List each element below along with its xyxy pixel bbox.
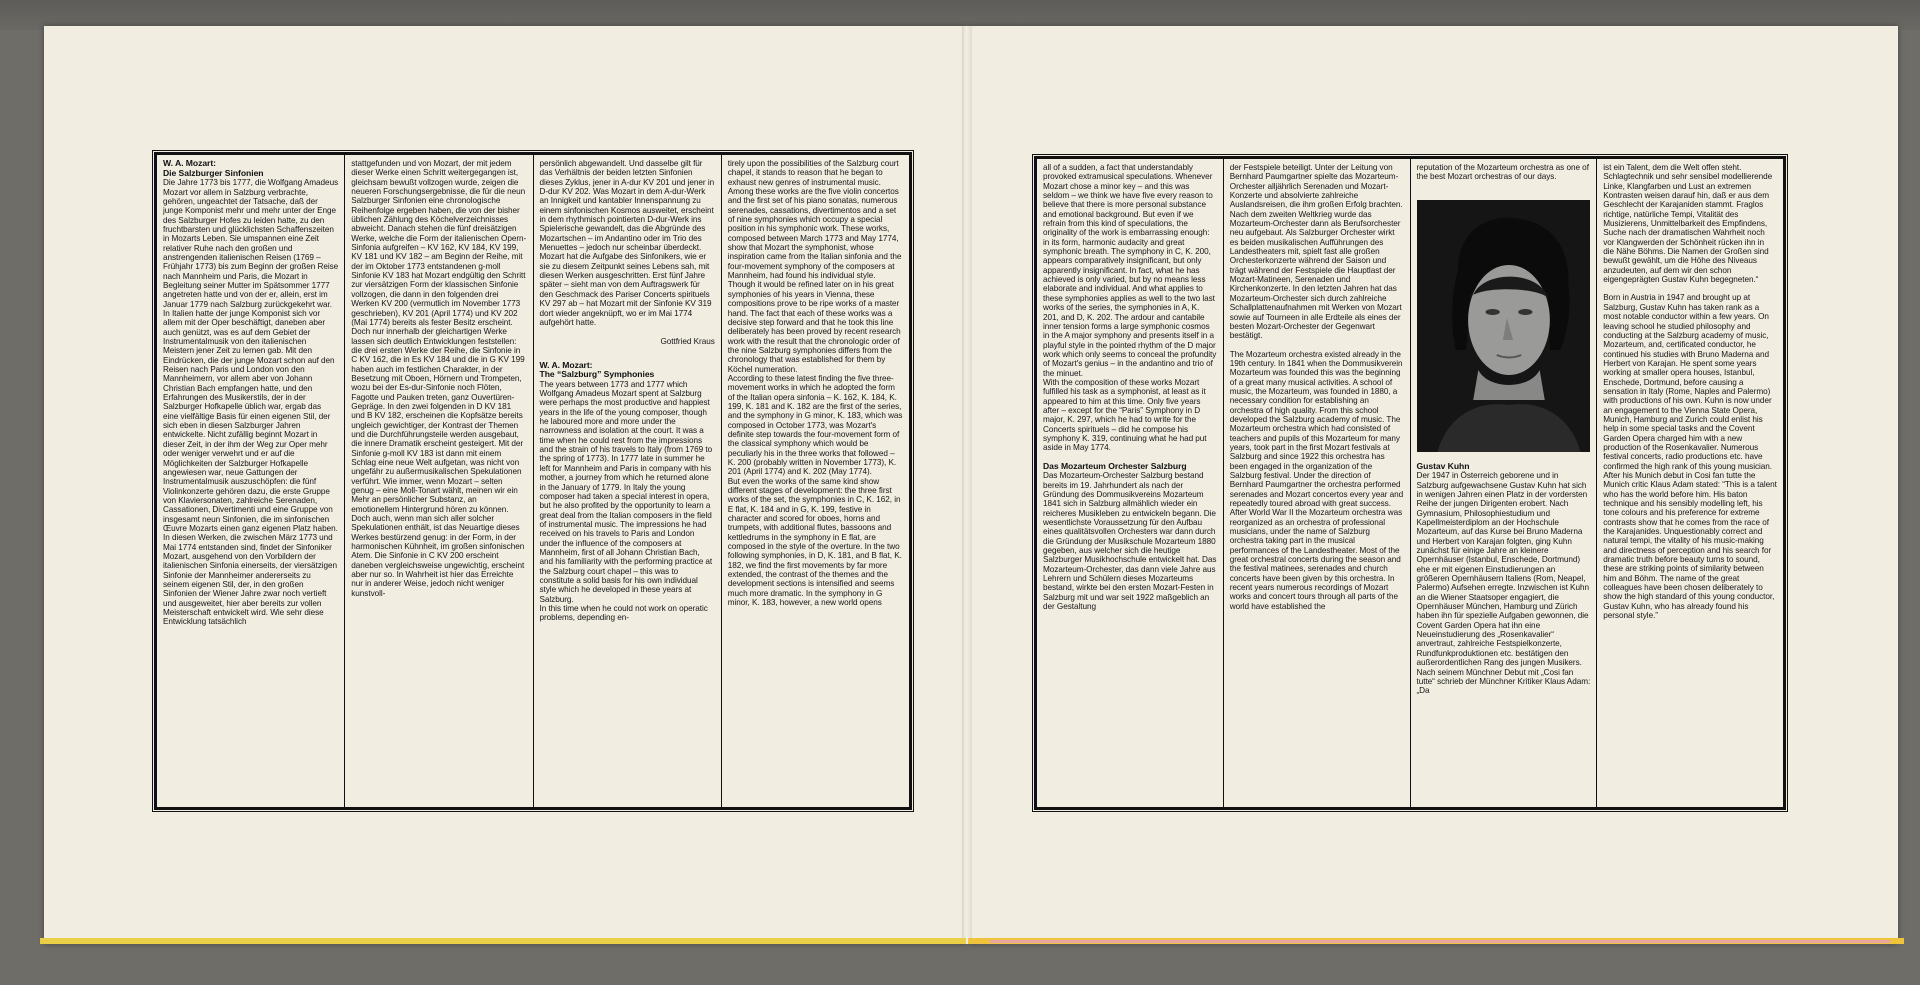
paragraph: ist ein Talent, dem die Welt offen steht. Schlagtechnik und sehr sensibel modellierende Linke, Klangfarben und Lust an extremen Kontrasten weisen darauf hin, daß er aus dem Geschlecht der Karajaniden stammt. Fraglos richtige, natürliche Tempi, Vitalität des Musizierens, Unmittelbarkeit des Empfindens, Suche nach der dramatischen Wahrheit noch vor Klangwerden der Schönheit rücken ihn in die Nähe Böhms. Die Namen der Großen sind bewußt gewählt, um die Höhe des Niveaus anzudeuten, auf dem wir den schon eigengeprägten Gustav Kuhn begegneten.“	[1603, 163, 1773, 285]
spacer	[1603, 284, 1777, 293]
paragraph: The years between 1773 and 1777 which Wolfgang Amadeus Mozart spent at Salzburg were perhaps the most productive and happiest years in the life of the young composer, though he laboured more and more under the narrowness and isolation at the court. It was a time when he could rest from the impressions and the strain of his travels to Italy (from 1769 to the spring of 1773). In 1777 late in summer he left for Mannheim and Paris in company with his mother, a journey from which he returned alone in the January of 1779. In Italy the young composer had taken a special interest in opera, but he also profited by the opportunity to learn a great deal from the Italian composers in the field of instrumental music. The impressions he had received on his travels to Paris and London under the influence of the composers at Mannheim, first of all Johann Christian Bach, and his familiarity with the performing practice at the Salzburg court chapel – this was to constitute a solid basis for his own individual style which he developed in these years at Salzburg.	[539, 379, 713, 604]
paragraph: stattgefunden und von Mozart, der mit jedem dieser Werke einen Schritt weitergegangen ist, gleichsam bewußt vollzogen wurde, zeigen die neueren Forschungsergebnisse, die für die neun Salzburger Sinfonien eine chronologische Reihenfolge ergeben haben, die von der bisher üblichen Zählung des Köchelverzeichnisses abweicht. Danach stehen die fünf dreisätzigen Werke, welche die Form der italienischen Opern-Sinfonia aufgreifen – KV 162, KV 184, KV 199, KV 181 und KV 182 – am Beginn der Reihe, mit der im Oktober 1773 entstandenen g-moll Sinfonie KV 183 hat Mozart endgültig den Schritt zur viersätzigen Form der klassischen Sinfonie vollzogen, die dann in den folgenden drei Werken KV 200 (vermutlich im November 1773 geschrieben), KV 201 (April 1774) und KV 202 (Mai 1774) bereits als fester Besitz erscheint.	[351, 159, 527, 327]
conductor-portrait-photo	[1417, 200, 1591, 452]
left-column-3	[534, 155, 722, 807]
paragraph: Die Jahre 1773 bis 1777, die Wolfgang Amadeus Mozart vor allem in Salzburg verbrachte, gehören, ungeachtet der Tatsache, daß der junge Komponist mehr und mehr unter der Enge des Salzburger Hofes zu leiden hatte, zu den fruchtbarsten und glücklichsten Schaffenszeiten in Mozarts Leben. Sie umspannen eine Zeit relativer Ruhe nach den großen und anstrengenden italienischen Reisen (1769 – Frühjahr 1773) bis zum Beginn der großen Reise nach Mannheim und Paris, die Mozart in Begleitung seiner Mutter im Spätsommer 1777 angetreten hatte und von der er, allein, erst im Januar 1779 nach Salzburg zurückgekehrt war. In Italien hatte der junge Komponist sich vor allem mit der Oper beschäftigt, daneben aber auch genützt, was es auf dem Gebiet der Instrumentalmusik von den italienischen Meistern jener Zeit zu lernen gab. Mit den Eindrücken, die der junge Mozart schon auf den Reisen nach Paris und London von den Mannheimern, vor allem aber von Johann Christian Bach empfangen hatte, und den Erfahrungen des Musikerstils, der in der Salzburger Hofkapelle üblich war, ergab das eine vielfältige Basis für einen eigenen Stil, der sich eben in diesen Salzburger Jahren entwickelte. Nicht zufällig beginnt Mozart in dieser Zeit, in der ihm der Weg zur Oper mehr oder weniger verwehrt und er auf die Möglichkeiten der Salzburger Hofkapelle angewiesen war, neue Gattungen der Instrumentalmusik auszuschöpfen: die fünf Violinkonzerte gehören dazu, die erste Gruppe von Klaviersonaten, zahlreiche Serenaden, Cassationen, Divertimenti und eine Gruppe von insgesamt neun Sinfonien, die im sinfonischen Œuvre Mozarts einen ganz eigenen Platz haben.	[163, 178, 339, 533]
article-heading-line2: Die Salzburger Sinfonien	[163, 167, 264, 178]
right-column-4	[1597, 159, 1783, 807]
left-column-4	[722, 155, 909, 807]
right-column-3	[1411, 159, 1598, 807]
paragraph: According to these latest finding the five three-movement works in which he adopted the form of the Italian opera sinfonia – K. 162, K. 184, K. 199, K. 181 and K. 182 are the first of the series, and the symphony in G minor, K. 183, which was composed in October 1773, was Mozart's definite step towards the four-movement form of the classical symphony which would be peculiarly his in the three works that followed – K. 200 (probably written in November 1773), K. 201 (April 1774) and K. 202 (May 1774).	[727, 373, 903, 477]
paragraph: Mozart hat die Aufgabe des Sinfonikers, wie er sie zu diesem Zeitpunkt seines Lebens sah, mit diesen Werken ausgeschritten. Erst fünf Jahre später – sieht man von dem Auftragswerk für den Geschmack des Pariser Concerts spirituels KV 297 ab – hat Mozart mit der Sinfonie KV 319 dort wieder angeknüpft, wo er im Mai 1774 aufgehört hatte.	[539, 252, 712, 327]
left-text-panel	[154, 152, 912, 810]
left-column-1	[157, 155, 345, 807]
paragraph: all of a sudden, a fact that understandably provoked extramusical speculations. Whenever Mozart chose a minor key – and this was seldom – we think we have five every reason to believe that there is more personal substance and emotional background. But even if we refrain from this kind of speculations, the originality of the work is embarrassing enough: in its form, harmonic audacity and great symphonic breath. The symphony in C, K. 200, appears comparatively insignificant, but only apparently insignificant. In fact, what he has achieved is only varied, but by no means less elaborate and individual. And what applies to these symphonies applies as well to the two last works of the series, the symphonies in A, K. 201, and D, K. 202. The ardour and cantabile inner tension forms a large symphonic cosmos in the A major symphony and presents itself in a playful style in the pointed rhythm of the D major work which only seems to conceal the profundity of Mozart's genius – in the andantino and trio of the minuet.	[1043, 163, 1217, 378]
paragraph: tirely upon the possibilities of the Salzburg court chapel, it stands to reason that he began to exhaust new genres of instrumental music. Among these works are the five violin concertos and the first set of his piano sonatas, numerous serenades, cassations, divertimentos and a set of nine symphonies which occupy a special position in his symphonic work. These works, composed between March 1773 and May 1774, show that Mozart the symphonist, whose inspiration came from the Italian sinfonia and the four-movement symphony of the composers at Mannheim, had found his individual style. Though it would be refined later on in his great symphonies of his years in Vienna, these compositions prove to be ripe works of a master hand. The fact that each of these works was a decisive step forward and that he took this line deliberately has been proved by recent research work with the result that the chronologic order of the nine Salzburg symphonies differs from the chronology that was established for them by Köchel numeration.	[727, 159, 902, 374]
paragraph: persönlich abgewandelt. Und dasselbe gilt für das Verhältnis der beiden letzten Sinfonien dieses Zyklus, jener in A-dur KV 201 und jener in D-dur KV 202. Was Mozart in dem A-dur-Werk an Innigkeit und kantabler Innenspannung zu einem sinfonischen Kosmos ausweitet, erscheint in dem rhythmisch pointierten D-dur-Werk ins Spielerische gewandelt, das die Abgründe des Mozartschen – im Andantino oder im Trio des Menuettes – jedoch nur scheinbar überdeckt.	[539, 159, 715, 253]
paragraph: Das Mozarteum-Orchester Salzburg bestand bereits im 19. Jahrhundert als nach der Gründung des Dommusikvereins Mozarteum 1841 sich in Salzburg allmählich wieder ein reicheres Musikleben zu entwickeln begann. Die wesentlichste Voraussetzung für den Aufbau eines qualitätsvollen Orchesters war dann durch die Gründung der Musikschule Mozarteum 1880 gegeben, aus welcher sich die heutige Salzburger Musikhochschule entwickelt hat. Das Mozarteum-Orchester, das dann viele Jahre aus Lehrern und Schülern dieses Mozarteums bestand, wirkte bei den ersten Mozart-Festen in Salzburg mit und war seit 1922 maßgeblich an der Gestaltung	[1043, 471, 1217, 612]
paragraph: In diesen Werken, die zwischen März 1773 und Mai 1774 entstanden sind, findet der Sinfoniker Mozart, ausgehend von den Vorbildern der italienischen Sinfonia einerseits, der viersätzigen Sinfonie der Mannheimer andererseits zu seinem eigenen Stil, der, in den großen Sinfonien der Wiener Jahre zwar noch vertieft und ausgeweitet, hier aber bereits zur vollen Meisterschaft entwickelt wird. Wie sehr diese Entwicklung tatsächlich	[163, 533, 338, 627]
right-column-2	[1224, 159, 1411, 807]
paragraph: With the composition of these works Mozart fulfilled his task as a symphonist, at least as it appeared to him at this time. Only five years after – except for the “Paris” Symphony in D major, K. 297, which he had to write for the Concerts spirituels – did he compose his symphony K. 319, continuing what he had put aside in May 1774.	[1043, 377, 1207, 453]
left-cover-edge	[40, 938, 966, 944]
right-column-1	[1037, 159, 1224, 807]
paragraph: der Festspiele beteiligt. Unter der Leitung von Bernhard Paumgartner spielte das Mozarteum-Orchester alljährlich Serenaden und Mozart-Konzerte und absolvierte zahlreiche Auslandsreisen, die ihm großen Erfolg brachten. Nach dem zweiten Weltkrieg wurde das Mozarteum-Orchester dann als Berufsorchester neu aufgebaut. Als Salzburger Orchester wirkt es beiden musikalischen Aufführungen des Landestheaters mit, spielt fast alle großen Orchesterkonzerte während der Saison und trägt während der Festspiele die Hauptlast der Mozart-Matineen, Serenaden und Kirchenkonzerte. In den letzten Jahren hat das Mozarteum-Orchester sich durch zahlreiche Schallplattenaufnahmen mit Werken von Mozart sowie auf Tourneen in alle Erdteile als eines der besten Mozart-Orchester der Gegenwart bestätigt.	[1229, 163, 1403, 341]
right-text-panel	[1034, 156, 1786, 810]
article-heading-line1: W. A. Mozart:	[163, 158, 216, 168]
paragraph: Born in Austria in 1947 and brought up at Salzburg, Gustav Kuhn has taken rank as a most notable conductor within a few years. On leaving school he studied philosophy and conducting at the Salzburg academy of music, Mozarteum, and, certificated conductor, he continued his studies with Bruno Maderna and Herbert von Karajan. He spent some years working at smaller opera houses, Istanbul, Enschede, Dortmund, before causing a sensation in Italy (Rome, Naples and Palermo) with productions of his own. Kuhn is now under an engagement to the Vienna State Opera, Munich, Hamburg and Zurich could enlist his help in some special tasks and the Covent Garden Opera charged him with a new production of the Rosenkavalier. Numerous festival concerts, radio productions etc. have confirmed the high rank of this young musician. After his Munich debut in Cosi fan tutte the Munich critic Klaus Adam stated: “This is a talent who has the world before him. His baton technique and his sensibly modelling left, his tone colours and his preference for extreme contrasts show that he comes from the race of the Karajanides. Unquestionably correct and natural tempi, the vitality of his music-making and directness of perception and his search for dramatic truth before beauty turns to sound, these are striking points of similarity between him and Böhm. The name of the great colleagues have been chosen deliberately to show the high standard of this young conductor, Gustav Kuhn, who has already found his personal style.”	[1603, 293, 1777, 621]
portrait-silhouette-icon	[1417, 200, 1591, 452]
paragraph: In this time when he could not work on operatic problems, depending en-	[539, 603, 708, 623]
left-column-2	[345, 155, 533, 807]
section-heading: Das Mozarteum Orchester Salzburg	[1043, 460, 1187, 471]
inner-edge-strip	[990, 940, 1890, 943]
article-heading-line2: The “Salzburg” Symphonies	[539, 369, 655, 380]
article-heading-line1: W. A. Mozart:	[539, 359, 593, 370]
section-heading: Gustav Kuhn	[1416, 460, 1470, 471]
paragraph: Der 1947 in Österreich geborene und in Salzburg aufgewachsene Gustav Kuhn hat sich in wenigen Jahren einen Platz in der vordersten Reihe der jungen Dirigenten erobert. Nach Gymnasium, Philosophiestudium und Kapellmeisterdiplom an der Hochschule Mozarteum, auf das Kurse bei Bruno Maderna und Herbert von Karajan folgten, ging Kuhn zunächst für einige Jahre an kleinere Opernhäuser (Istanbul, Enschede, Dortmund) ehe er mit eigenen Einstudierungen an größeren Opernhäusern Italiens (Rom, Neapel, Palermo) Aufsehen erregte. Inzwischen ist Kuhn an die Wiener Staatsoper engagiert, die Opernhäuser München, Hamburg und Zürich haben ihn für spezielle Aufgaben gewonnen, die Covent Garden Opera hat ihn eine Neueinstudierung des „Rosenkavalier“ anvertraut, zahlreiche Festspielkonzerte, Rundfunkproduktionen etc. bestätigen den außerordentlichen Rang des jungen Musikers. Nach seinem Münchner Debut mit „Cosi fan tutte“ schrieb der Münchner Kritiker Klaus Adam: „Da	[1416, 471, 1591, 696]
paragraph: reputation of the Mozarteum orchestra as one of the best Mozart orchestras of our days.	[1416, 163, 1589, 182]
paragraph: Doch nur innerhalb der gleichartigen Werke lassen sich deutlich Entwicklungen feststellen: die drei ersten Werke der Reihe, die Sinfonie in C KV 162, die in Es KV 184 und die in G KV 199 haben auch im festlichen Charakter, in der Besetzung mit Oboen, Hörnern und Trompeten, wozu bei der Es-dur-Sinfonie noch Flöten, Fagotte und Pauken treten, ganz Ouvertüren-Gepräge. In den zwei folgenden in D KV 181 und B KV 182, erscheinen die Kopfsätze bereits ungleich gewichtiger, der Kontrast der Themen und die Durchführungsteile werden ausgebaut, die innere Dramatik erscheint gesteigert. Mit der Sinfonie g-moll KV 183 ist dann mit einem Schlag eine neue Welt aufgetan, was nicht von ungefähr zu außermusikalischen Spekulationen verführt. Wie immer, wenn Mozart – selten genug – eine Moll-Tonart wählt, meinen wir ein Mehr an persönlicher Substanz, an emotionellem Hintergrund hören zu können. Doch auch, wenn man sich aller solcher Spekulationen enthält, ist das Neuartige dieses Werkes bestürzend genug: in der Form, in der harmonischen Kühnheit, im großen sinfonischen Atem. Die Sinfonie in C KV 200 erscheint daneben vergleichsweise ungewichtig, erscheint aber nur so. In Wahrheit ist hier das Erreichte nur in anderer Weise, jedoch nicht weniger kunstvoll-	[351, 327, 525, 598]
author-signature: Gottfried Kraus	[660, 337, 715, 347]
paragraph: The Mozarteum orchestra existed already in the 19th century. In 1841 when the Dommusikverein Mozarteum was founded this was the beginning of a great many musical activities. A school of music, the Mozarteum, was founded in 1880, a necessary condition for establishing an orchestra of high quality. From this school developed the Salzburg academy of music. The Mozarteum orchestra which had consisted of teachers and pupils of this Mozarteum for many years, took part in the first Mozart festivals at Salzburg and since 1922 this orchestra has been engaged in the organization of the Salzburg festival. Under the direction of Bernhard Paumgartner the orchestra performed serenades and Mozart concertos every year and repeatedly toured abroad with great success. After World War II the Mozarteum orchestra was reorganized as an orchestra of professional musicians, under the name of Salzburg orchestra taking part in the musical performances of the Landestheater. Most of the great orchestral concerts during the season and the festival matinees, serenades and church concerts have been given by this orchestra. In recent years numerous recordings of Mozart works and concert tours through all parts of the world have established the	[1229, 349, 1404, 611]
paragraph: But even the works of the same kind show different stages of development: the three first works of the set, the symphonies in C, K. 162, in E flat, K. 184 and in G, K. 199, festive in character and scored for oboes, horns and trumpets, with additional flutes, bassoons and kettledrums in the symphony in E flat, are composed in the style of the overture. In the two following symphonies, in D, K. 181, and B flat, K. 182, we find the first movements by far more extended, the contrast of the themes and the development sections is intensified and seems much more dramatic. In the symphony in G minor, K. 183, however, a new world opens	[727, 476, 902, 608]
spacer	[1230, 341, 1404, 350]
gatefold-spine	[962, 26, 972, 944]
